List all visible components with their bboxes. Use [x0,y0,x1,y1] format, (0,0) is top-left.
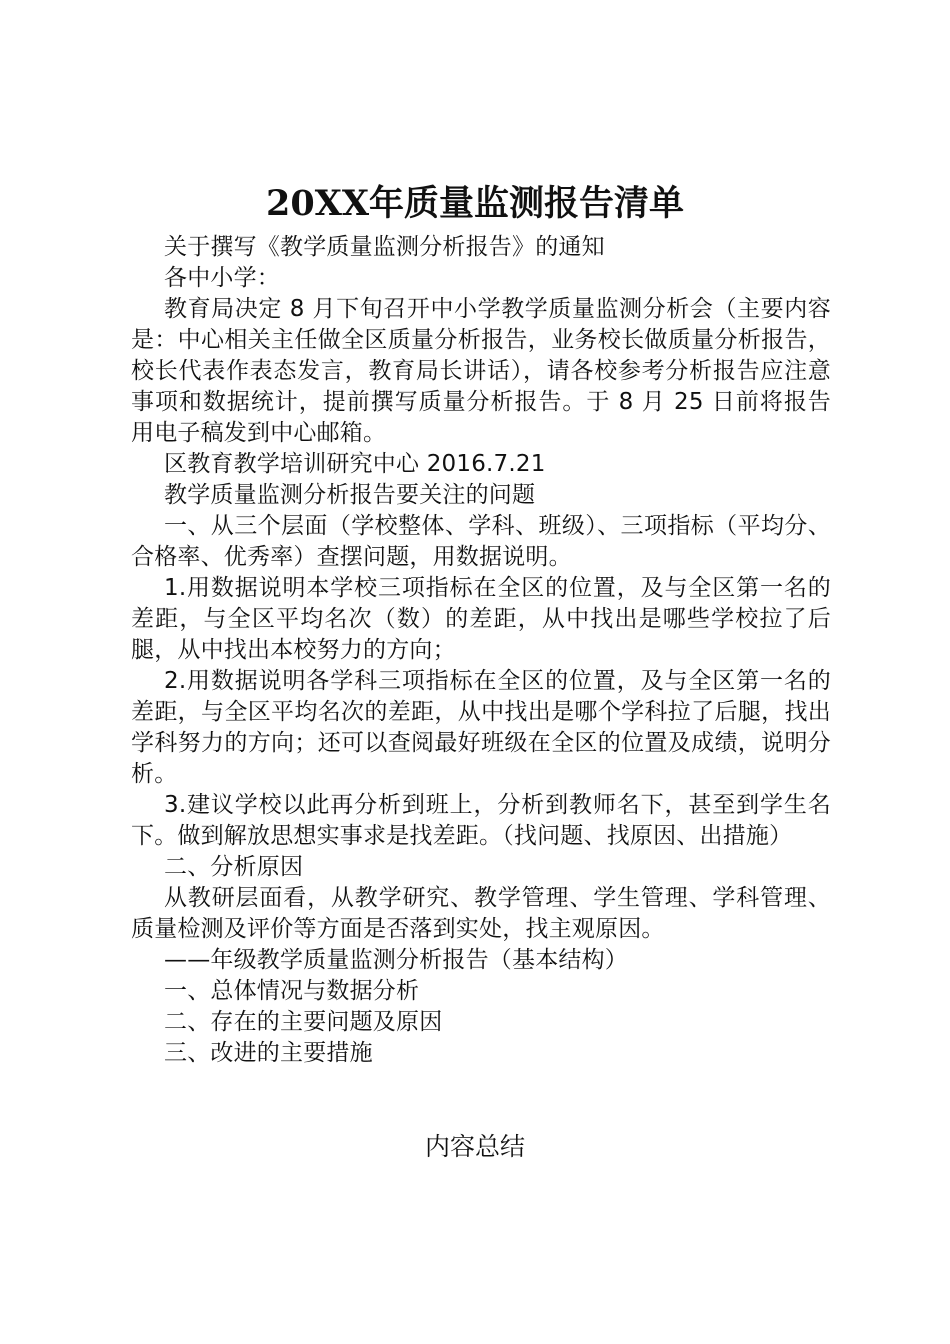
paragraph-section-two: 二、分析原因 [164,854,304,880]
paragraph-structure-1: 一、总体情况与数据分析 [164,978,420,1004]
document-body [131,232,831,1069]
paragraph-item-2: 2.用数据说明各学科三项指标在全区的位置，及与全区第一名的差距，与全区平均名次的差距，从中找出是哪个学科拉了后腿，找出学科努力的方向；还可以查阅最好班级在全区的位置及成绩，说明分析。 [131,668,831,787]
paragraph-concerns-heading: 教学质量监测分析报告要关注的问题 [164,482,536,508]
paragraph-announcement: 教育局决定 8 月下旬召开中小学教学质量监测分析会（主要内容是：中心相关主任做全区质量分析报告，业务校长做质量分析报告，校长代表作表态发言，教育局长讲话），请各校参考分析报告应注意事项和数据统计，提前撰写质量分析报告。于 8 月 25 日前将报告用电子稿发到中心邮箱。 [131,296,831,446]
paragraph-item-1: 1.用数据说明本学校三项指标在全区的位置，及与全区第一名的差距，与全区平均名次（数）的差距，从中找出是哪些学校拉了后腿，从中找出本校努力的方向； [131,575,831,663]
paragraph-causes: 从教研层面看，从教学研究、教学管理、学生管理、学科管理、质量检测及评价等方面是否落到实处，找主观原因。 [131,885,831,942]
paragraph-salutation: 各中小学： [164,265,280,291]
paragraph-section-one: 一、从三个层面（学校整体、学科、班级）、三项指标（平均分、合格率、优秀率）查摆问题，用数据说明。 [131,513,831,570]
paragraph-notice-title: 关于撰写《教学质量监测分析报告》的通知 [164,234,605,260]
paragraph-structure-heading: ——年级教学质量监测分析报告（基本结构） [164,947,628,973]
paragraph-issuer-date: 区教育教学培训研究中心 2016.7.21 [164,451,546,477]
paragraph-item-3: 3.建议学校以此再分析到班上，分析到教师名下，甚至到学生名下。做到解放思想实事求是找差距。（找问题、找原因、出措施） [131,792,831,849]
paragraph-structure-2: 二、存在的主要问题及原因 [164,1009,443,1035]
document-title: 20XX年质量监测报告清单 [265,183,685,224]
summary-heading: 内容总结 [424,1132,525,1161]
paragraph-structure-3: 三、改进的主要措施 [164,1040,373,1066]
